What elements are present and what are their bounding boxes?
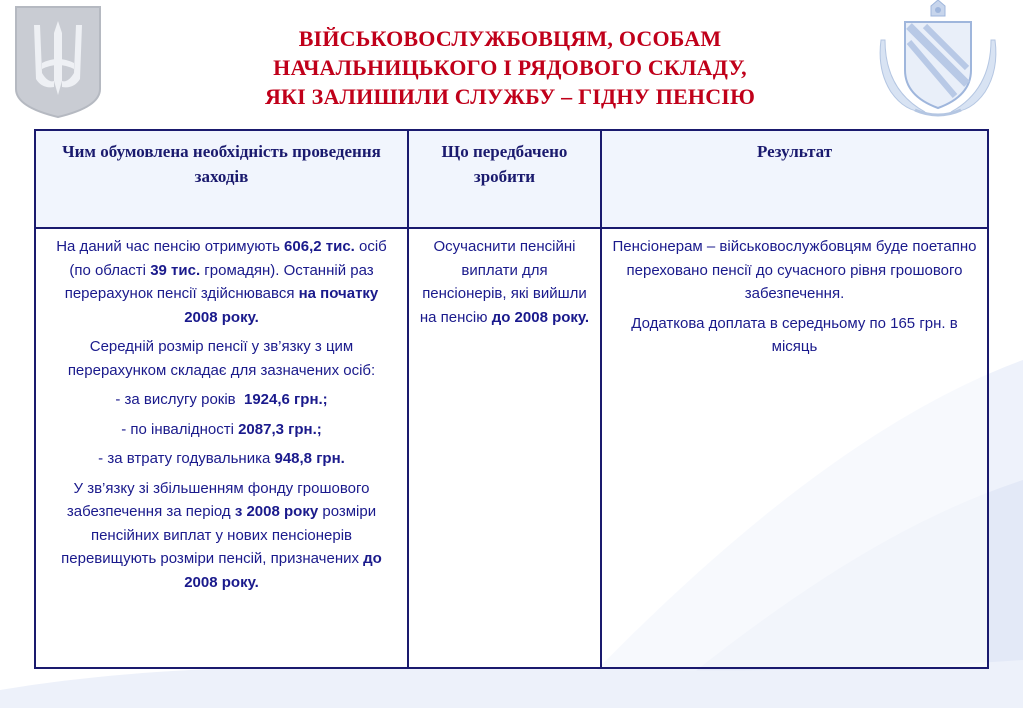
cell-planned-action — [408, 228, 601, 668]
page-title — [150, 24, 870, 111]
pension-item-survivor — [46, 447, 397, 471]
period: до 2008 року. — [184, 550, 382, 591]
reason-paragraph-1 — [46, 235, 397, 329]
reason-paragraph-2: Середній розмір пенсії у зв’язку з цим перерахунком складає для зазначених осіб: — [67, 338, 376, 379]
trident-coat-of-arms-icon — [12, 3, 104, 119]
result-paragraph-2: Додаткова доплата в середньому по 165 грн. в місяць — [631, 314, 958, 355]
period: з 2008 року — [234, 503, 319, 520]
amount: 1924,6 грн.; — [243, 391, 328, 408]
text: осіб (по області — [69, 238, 387, 279]
table-header-row — [35, 130, 988, 228]
regional-coat-of-arms-icon — [875, 0, 1001, 120]
text: громадян). Останній раз перерахунок пенсії здійснювався — [64, 261, 374, 302]
title-line-3: ЯКІ ЗАЛИШИЛИ СЛУЖБУ – ГІДНУ ПЕНСІЮ — [264, 84, 756, 109]
table-row — [35, 228, 988, 668]
text: - по інвалідності — [121, 420, 239, 438]
title-line-2: НАЧАЛЬНИЦЬКОГО І РЯДОВОГО СКЛАДУ, — [273, 55, 747, 80]
pensioners-count: 606,2 тис. — [284, 238, 355, 255]
header-reason: Чим обумовлена необхідність проведення заходів — [35, 130, 408, 228]
cell-result — [601, 228, 988, 668]
measures-table — [34, 129, 989, 669]
header-result: Результат — [601, 130, 988, 228]
region-pensioners-count: 39 тис. — [150, 261, 201, 279]
text: - за вислугу років — [115, 391, 244, 408]
title-line-1: ВІЙСЬКОВОСЛУЖБОВЦЯМ, ОСОБАМ — [298, 26, 722, 51]
pension-item-service — [46, 388, 397, 412]
text: У зв’язку зі збільшенням фонду грошового забезпечення за період — [66, 479, 370, 520]
cell-reason — [35, 228, 408, 668]
reason-paragraph-3 — [46, 477, 397, 595]
text: Осучаснити пенсійні виплати для пенсіонерів, які вийшли на пенсію — [419, 238, 587, 326]
amount: 948,8 грн. — [274, 450, 345, 467]
text: - за втрату годувальника — [98, 450, 275, 467]
result-paragraph-1: Пенсіонерам – військовослужбовцям буде поетапно переховано пенсії до сучасного рівня грошового забезпечення. — [612, 238, 977, 302]
header-planned-action: Що передбачено зробити — [408, 130, 601, 228]
text: розміри пенсійних виплат у нових пенсіонерів перевищують розміри пенсій, призначених — [61, 503, 377, 567]
text: На даний час пенсію отримують — [56, 238, 285, 255]
period: до 2008 року. — [491, 308, 590, 326]
pension-item-disability — [46, 418, 397, 442]
amount: 2087,3 грн.; — [238, 420, 322, 438]
planned-action-text — [419, 235, 590, 329]
last-recalc-date: на початку 2008 року. — [184, 285, 379, 326]
